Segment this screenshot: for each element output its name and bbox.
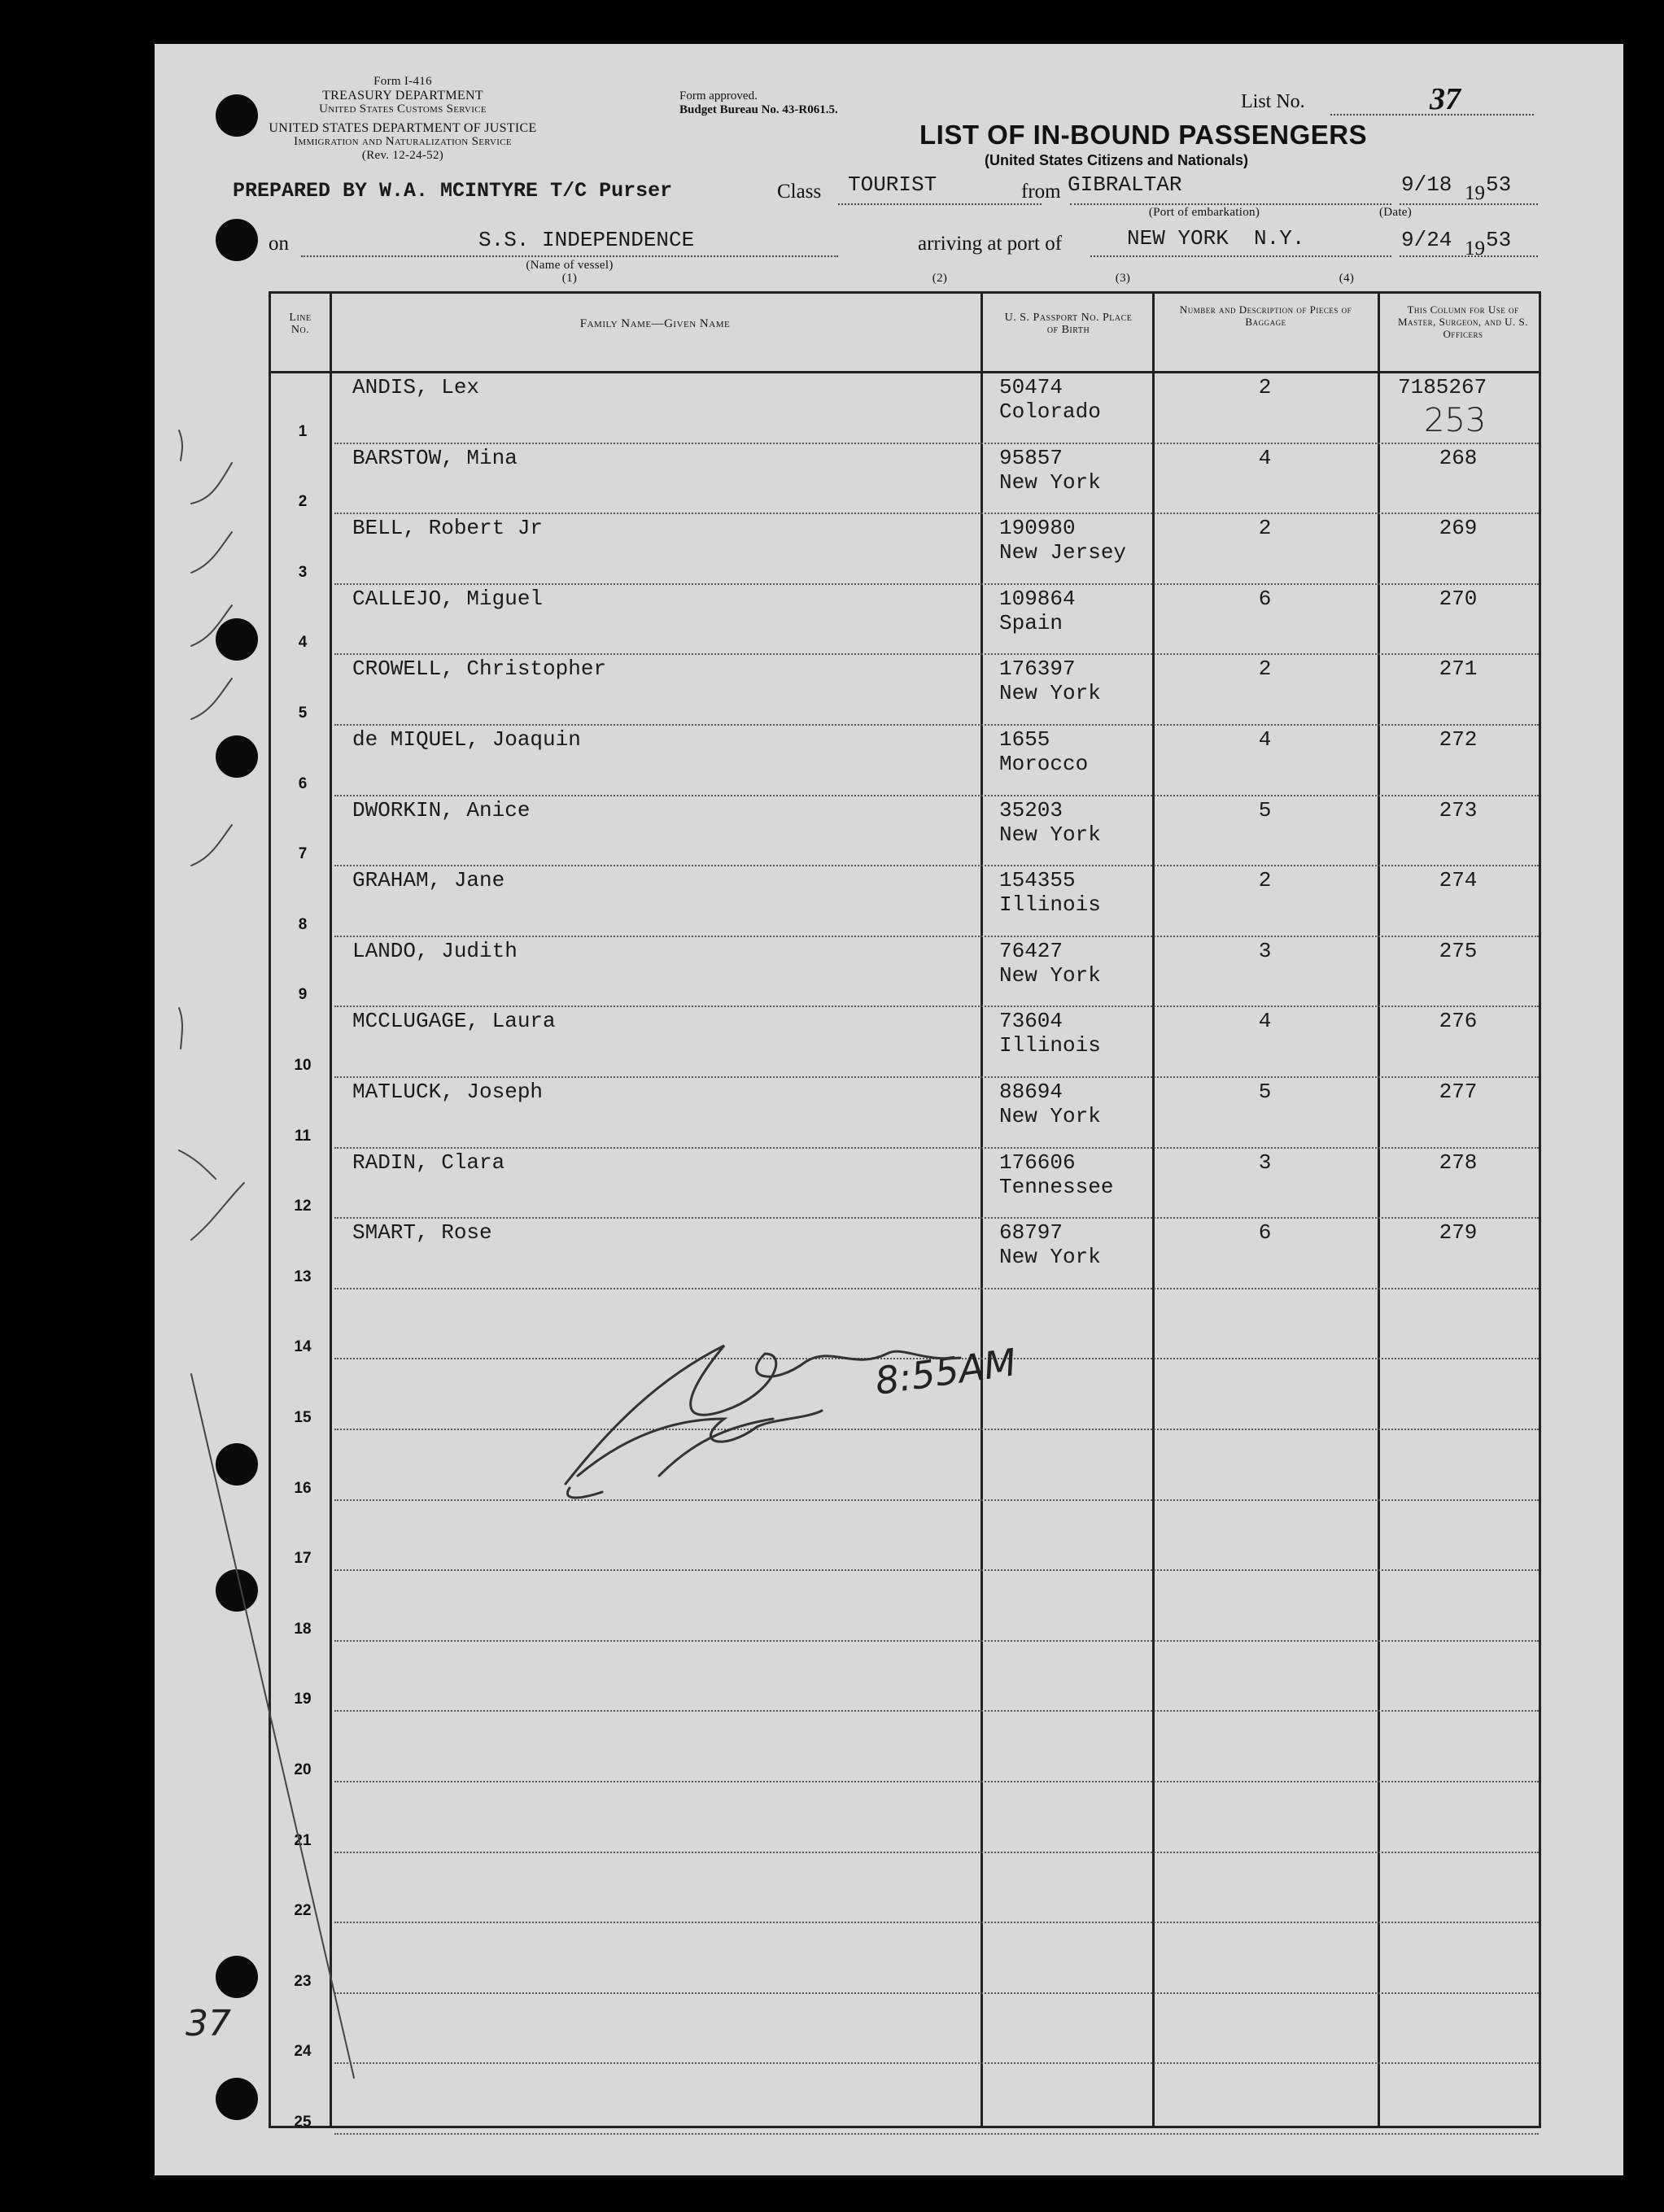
place-of-birth: New York [999,469,1101,495]
passenger-name: GRAHAM, Jane [352,868,505,893]
officer-number: 274 [1439,868,1478,893]
line-number: 13 [294,1267,312,1285]
on-label: on [269,233,289,255]
header-passport: U. S. Passport No. Place of Birth [1004,312,1133,336]
line-number: 12 [294,1198,312,1215]
passport-number: 95857 [999,445,1063,470]
officer-number: 276 [1439,1009,1478,1034]
arrival-year: 53 [1486,228,1512,252]
header-line-no: Line No. [289,312,312,336]
passport-number: 35203 [999,797,1063,822]
passport-number: 176397 [999,657,1076,682]
officer-number: 279 [1439,1220,1478,1246]
officer-number: 271 [1439,657,1478,682]
date1-year-prefix: 19 [1465,182,1485,204]
line-number: 10 [294,1056,312,1074]
form-subtitle: (United States Citizens and Nationals) [985,152,1249,168]
baggage-count: 5 [1258,797,1272,822]
list-no-label: List No. [1241,91,1305,112]
baggage-count: 2 [1258,516,1272,541]
passport-number: 50474 [999,375,1063,399]
from-label: from [1021,181,1061,203]
passenger-name: LANDO, Judith [352,938,518,963]
line-number: 19 [294,1691,312,1708]
place-of-birth: Illinois [999,892,1101,918]
passport-number: 176606 [999,1150,1076,1175]
place-of-birth: New York [999,962,1101,988]
place-of-birth: New York [999,1245,1101,1270]
line-number: 23 [294,1972,312,1990]
officer-number: 273 [1439,797,1478,822]
passport-number: 109864 [999,586,1076,611]
handwritten-margin: 37 [186,2003,231,2044]
date-caption: (Date) [1378,206,1413,219]
arrival-date: 9/24 [1401,228,1452,252]
line-number: 8 [298,915,308,933]
line-number: 24 [294,2043,312,2061]
col1-number: (1) [561,272,578,285]
place-of-birth: Morocco [999,752,1089,776]
treasury-dept: TREASURY DEPARTMENT [322,89,483,103]
col4-number: (4) [1339,272,1355,285]
class-value: TOURIST [848,172,937,197]
baggage-count: 4 [1258,727,1272,752]
place-of-birth: Spain [999,610,1063,635]
place-of-birth: New York [999,1104,1101,1128]
passenger-name: CROWELL, Christopher [352,657,607,682]
arrival-port: NEW YORK N.Y. [1127,226,1305,251]
budget-bureau: Budget Bureau No. 43-R061.5. [679,103,838,116]
baggage-count: 2 [1258,657,1272,682]
handwritten-253: 253 [1424,402,1487,439]
passenger-name: MCCLUGAGE, Laura [352,1009,556,1034]
form-revision: (Rev. 12-24-52) [361,149,444,162]
passenger-name: BARSTOW, Mina [352,445,518,470]
line-number: 22 [294,1902,312,1920]
officer-number: 7185267 [1398,375,1487,399]
line-number: 6 [298,774,308,792]
line-number: 5 [298,704,308,722]
line-number: 20 [294,1760,312,1778]
header-name: Family Name—Given Name [579,317,731,330]
class-label: Class [777,181,822,203]
line-number: 15 [294,1408,312,1426]
passenger-name: CALLEJO, Miguel [352,586,544,611]
line-number: 25 [294,2113,312,2131]
customs-service: United States Customs Service [319,103,487,116]
baggage-count: 3 [1258,938,1272,963]
officer-number: 272 [1439,727,1478,752]
place-of-birth: Colorado [999,399,1101,424]
baggage-count: 4 [1258,1009,1272,1034]
date2-year-prefix: 19 [1465,238,1485,260]
baggage-count: 3 [1258,1150,1272,1175]
line-number: 18 [294,1620,312,1638]
signature-scrawl [155,44,1623,2175]
baggage-count: 6 [1258,586,1272,611]
passenger-name: DWORKIN, Anice [352,797,531,822]
place-of-birth: Tennessee [999,1174,1114,1199]
line-number: 1 [298,422,308,440]
officer-number: 269 [1439,516,1478,541]
line-number: 4 [298,634,308,652]
baggage-count: 4 [1258,445,1272,470]
officer-number: 268 [1439,445,1478,470]
header-baggage: Number and Description of Pieces of Baggage [1179,303,1352,328]
place-of-birth: New Jersey [999,540,1127,565]
officer-number: 275 [1439,938,1478,963]
form-number: Form I-416 [373,75,432,88]
form-approved: Form approved. [679,89,758,103]
header-officers: This Column for Use of Master, Surgeon, and U. S. Officers [1398,303,1528,340]
list-no-value: 37 [1430,82,1461,116]
line-number: 17 [294,1550,312,1568]
place-of-birth: Illinois [999,1033,1101,1058]
passport-number: 88694 [999,1080,1063,1104]
baggage-count: 6 [1258,1220,1272,1246]
line-number: 3 [298,563,308,581]
passport-number: 68797 [999,1220,1063,1246]
line-number: 11 [294,1127,312,1145]
ins-service: Immigration and Naturalization Service [294,135,512,148]
place-of-birth: New York [999,681,1101,706]
manifest-page [155,44,1623,2175]
officer-number: 270 [1439,586,1478,611]
passenger-name: MATLUCK, Joseph [352,1080,544,1104]
departure-date: 9/18 [1401,172,1452,197]
place-of-birth: New York [999,822,1101,847]
justice-dept: UNITED STATES DEPARTMENT OF JUSTICE [269,121,537,135]
line-number: 7 [298,845,308,863]
col2-number: (2) [932,272,948,285]
passenger-name: SMART, Rose [352,1220,492,1246]
line-number: 9 [298,986,308,1004]
port-caption: (Port of embarkation) [1148,206,1260,219]
passenger-name: BELL, Robert Jr [352,516,544,541]
passport-number: 1655 [999,727,1050,752]
passport-number: 190980 [999,516,1076,541]
passport-number: 73604 [999,1009,1063,1034]
line-number: 14 [294,1338,312,1356]
line-number: 21 [294,1831,312,1849]
line-number: 16 [294,1479,312,1497]
passport-number: 154355 [999,868,1076,893]
prepared-by: PREPARED BY W.A. MCINTYRE T/C Purser [233,179,673,203]
form-title: LIST OF IN-BOUND PASSENGERS [919,120,1368,150]
departure-year: 53 [1486,172,1512,197]
col3-number: (3) [1115,272,1131,285]
officer-number: 278 [1439,1150,1478,1175]
arriving-label: arriving at port of [918,233,1063,255]
handwritten-time: 8:55AM [872,1340,1020,1403]
passport-number: 76427 [999,938,1063,963]
embarkation-port: GIBRALTAR [1068,172,1182,197]
passenger-name: RADIN, Clara [352,1150,505,1175]
vessel-name: S.S. INDEPENDENCE [478,228,695,252]
officer-number: 277 [1439,1080,1478,1104]
baggage-count: 2 [1258,868,1272,893]
passenger-name: de MIQUEL, Joaquin [352,727,581,752]
line-number: 2 [298,493,308,511]
baggage-count: 5 [1258,1080,1272,1104]
baggage-count: 2 [1258,375,1272,399]
passenger-name: ANDIS, Lex [352,375,480,399]
vessel-caption: (Name of vessel) [526,259,614,272]
